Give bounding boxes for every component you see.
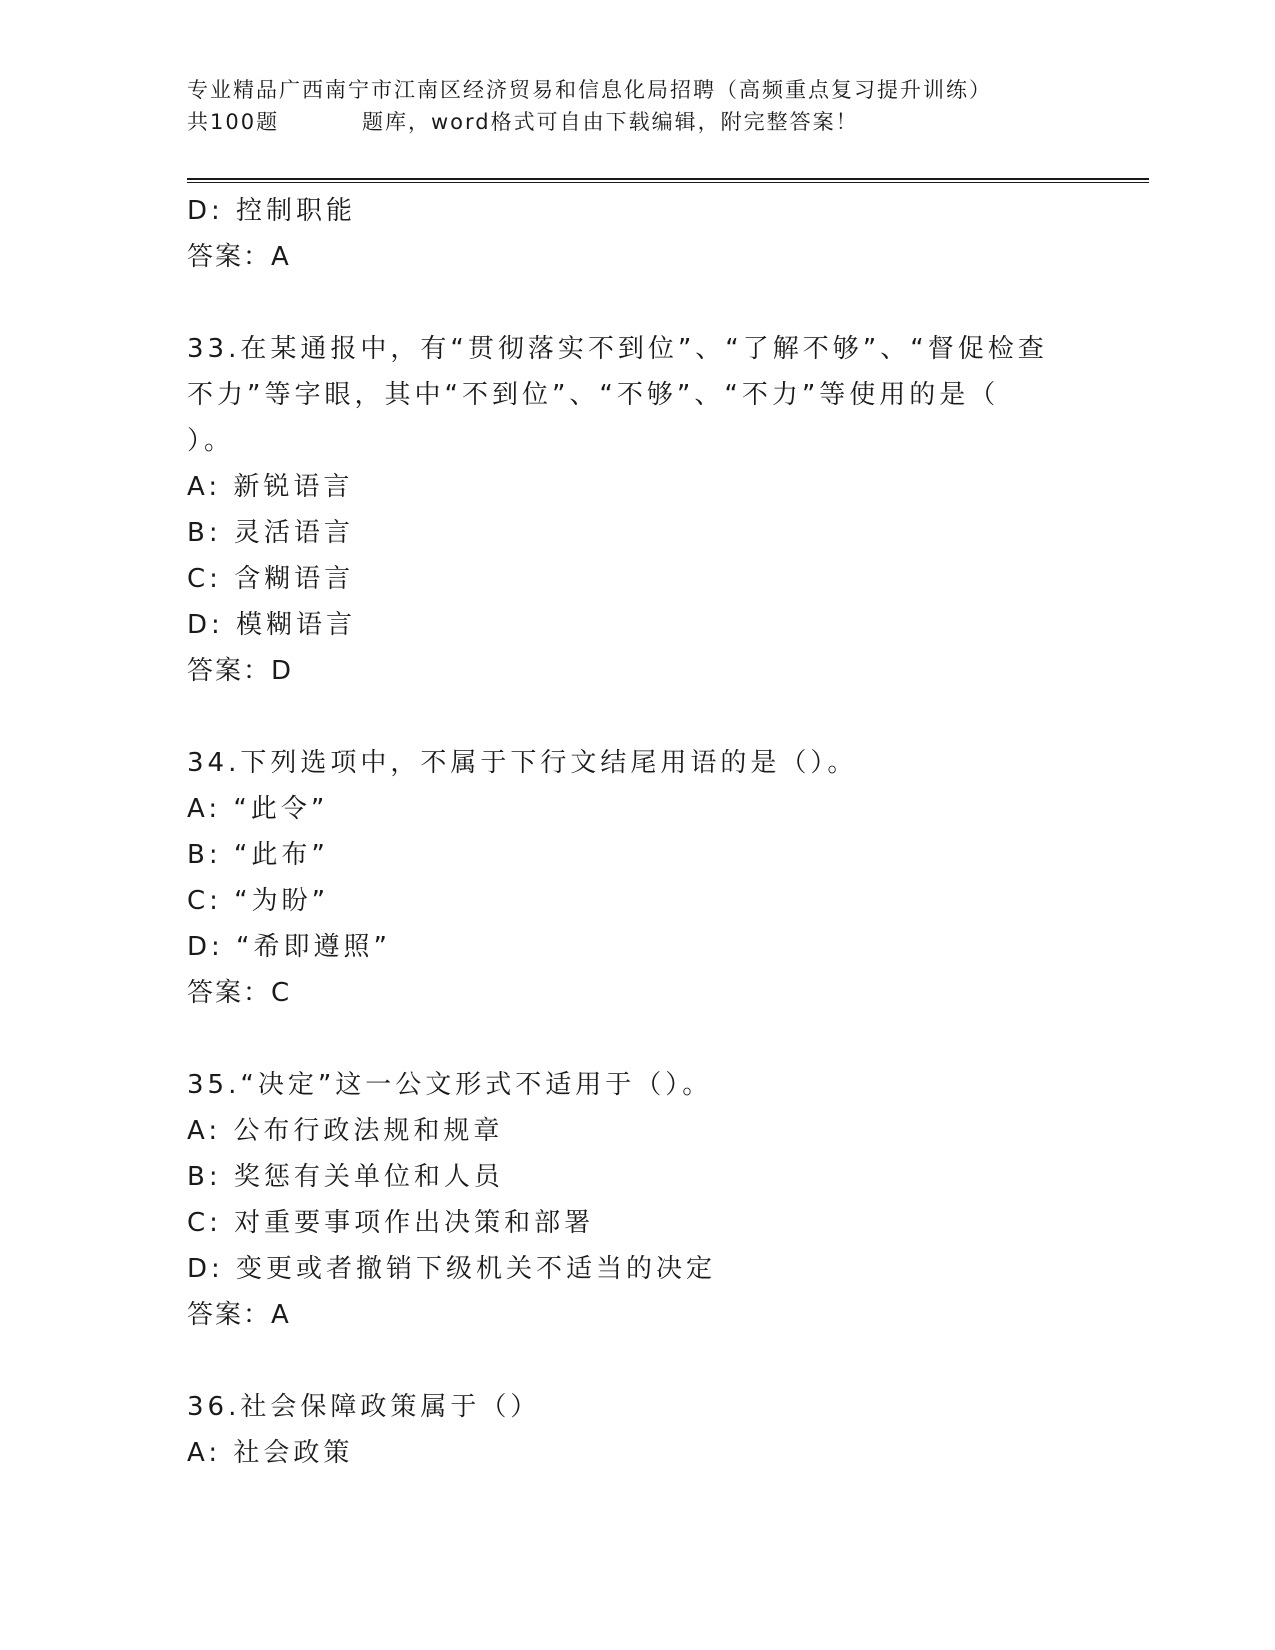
- option-b: B: “此布”: [187, 840, 329, 870]
- question-33: [187, 326, 1087, 694]
- page-header: [187, 74, 1147, 138]
- option-c: C: “为盼”: [187, 886, 330, 916]
- option-c: C: 含糊语言: [187, 564, 355, 594]
- question-text: 35.“决定”这一公文形式不适用于（）。: [187, 1070, 713, 1100]
- option-d: D: “希即遵照”: [187, 932, 391, 962]
- option-b: B: 奖惩有关单位和人员: [187, 1162, 504, 1192]
- header-description: 题库，word格式可自由下载编辑，附完整答案！: [362, 110, 859, 134]
- option-d: D: 变更或者撤销下级机关不适当的决定: [187, 1254, 717, 1284]
- question-text: 不力”等字眼，其中“不到位”、“不够”、“不力”等使用的是（: [187, 380, 1000, 410]
- previous-question-tail: [187, 188, 1087, 280]
- answer: 答案：C: [187, 978, 292, 1008]
- question-count: 共100题: [187, 110, 280, 134]
- option-a: A: “此令”: [187, 794, 329, 824]
- option-a: A: 新锐语言: [187, 472, 354, 502]
- header-subtitle: [187, 106, 1147, 138]
- option-a: A: 社会政策: [187, 1438, 354, 1468]
- question-text: 34.下列选项中，不属于下行文结尾用语的是（）。: [187, 748, 858, 778]
- question-text: 36.社会保障政策属于（）: [187, 1392, 541, 1422]
- question-35: [187, 1062, 1087, 1338]
- spacer: [187, 694, 1087, 740]
- header-divider: [187, 178, 1149, 180]
- question-content: [187, 188, 1087, 1476]
- header-title: 专业精品广西南宁市江南区经济贸易和信息化局招聘（高频重点复习提升训练）: [187, 78, 992, 102]
- option-b: B: 灵活语言: [187, 518, 354, 548]
- question-text: ）。: [187, 426, 235, 456]
- answer: 答案：A: [187, 242, 291, 272]
- spacer: [187, 280, 1087, 326]
- spacer: [187, 1338, 1087, 1384]
- answer: 答案：A: [187, 1300, 291, 1330]
- option-a: A: 公布行政法规和规章: [187, 1116, 504, 1146]
- question-36: [187, 1384, 1087, 1476]
- option-d: D: 模糊语言: [187, 610, 357, 640]
- spacer: [187, 1016, 1087, 1062]
- question-text: 33.在某通报中，有“贯彻落实不到位”、“了解不够”、“督促检查: [187, 334, 1048, 364]
- option-c: C: 对重要事项作出决策和部署: [187, 1208, 595, 1238]
- question-34: [187, 740, 1087, 1016]
- option-d: D: 控制职能: [187, 196, 357, 226]
- answer: 答案：D: [187, 656, 294, 686]
- header-divider-thin: [187, 182, 1149, 183]
